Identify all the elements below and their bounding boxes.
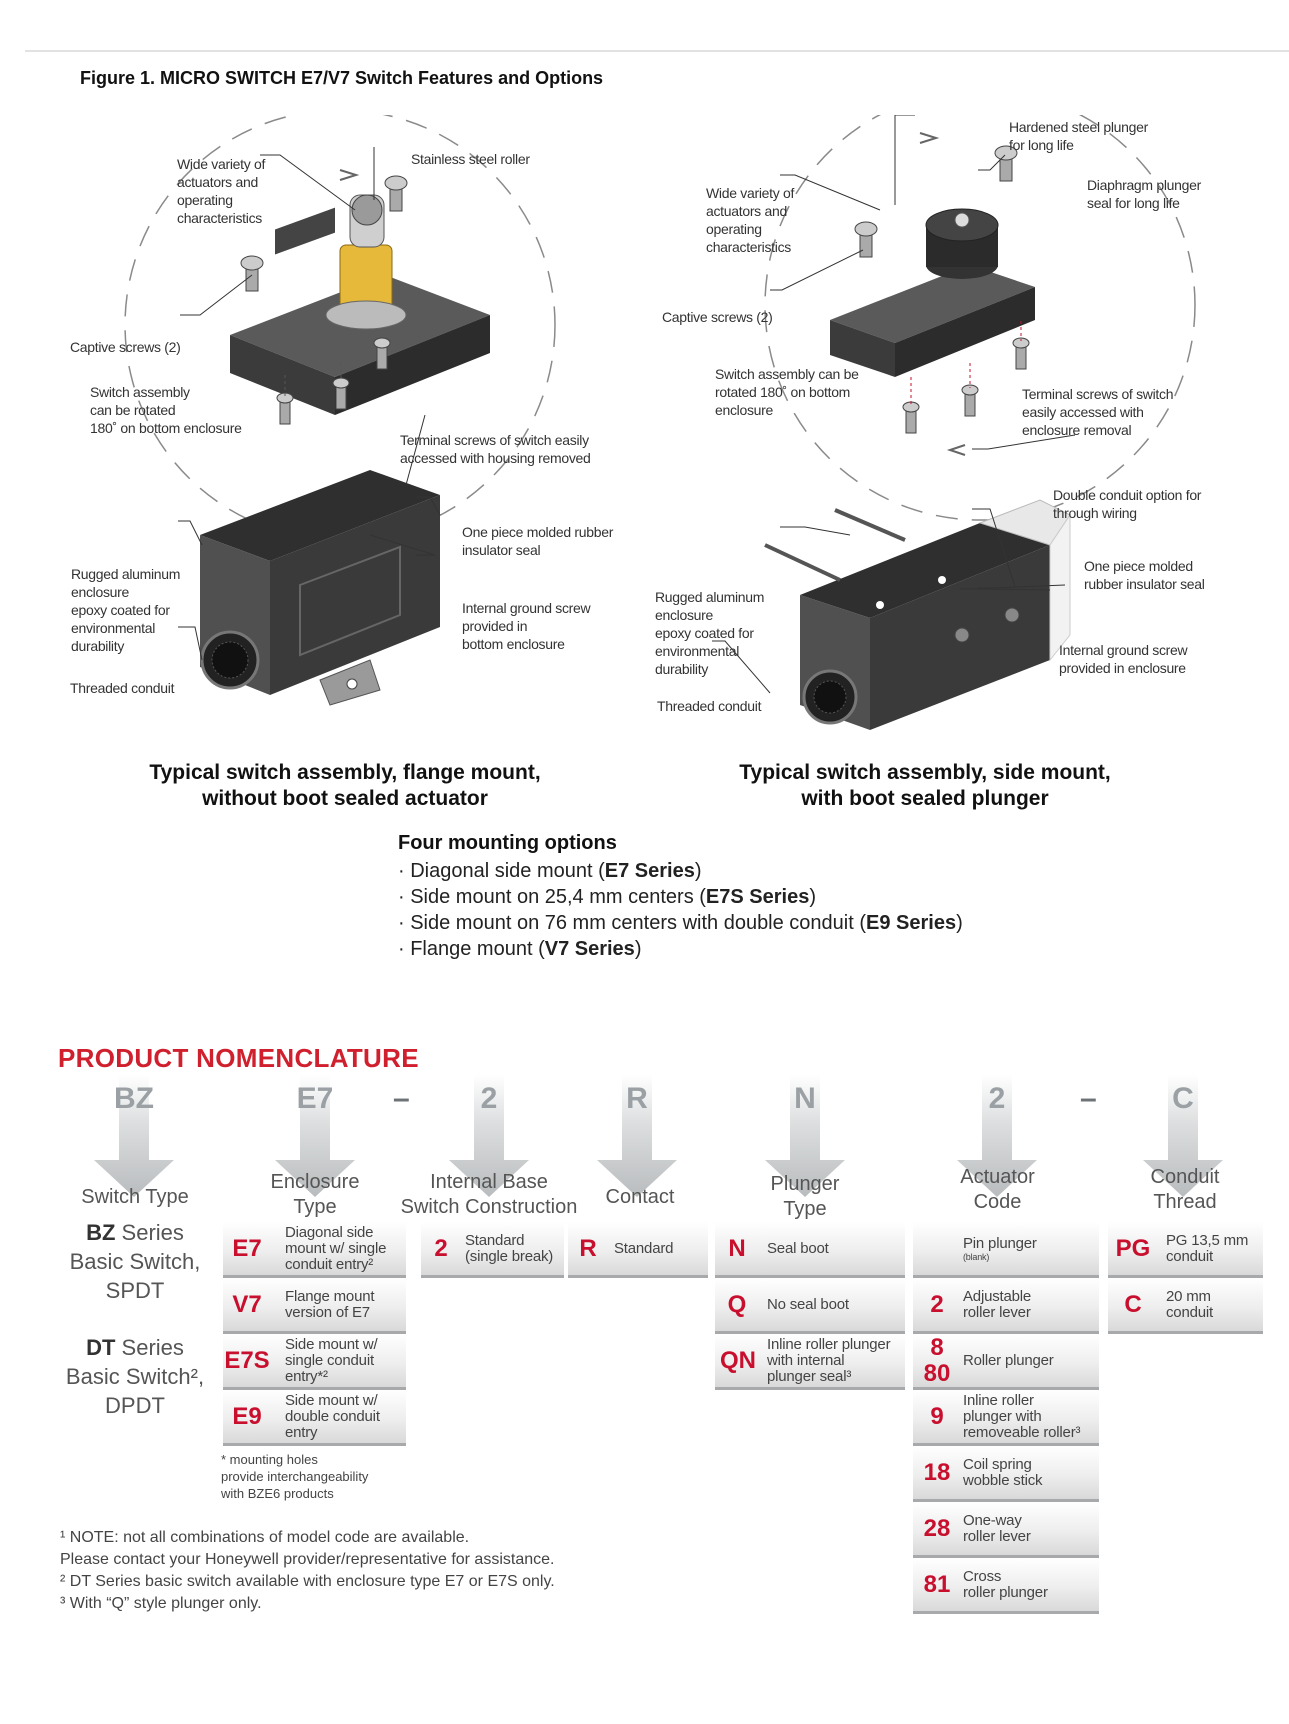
mounting-options-heading: Four mounting options xyxy=(398,832,617,854)
captive-screw-icon xyxy=(241,256,263,291)
header-contact: Contact xyxy=(605,1186,675,1208)
callout-ground-right: Internal ground screw provided in enclosure xyxy=(1059,642,1188,676)
terminal-screw-icon xyxy=(1013,338,1029,369)
callout-rugged-right: Rugged aluminum enclosure epoxy coated for environmental durability xyxy=(655,589,765,677)
switch-type-bz: BZ Series Basic Switch, SPDT xyxy=(69,1220,201,1303)
contact-desc: Standard xyxy=(614,1239,674,1257)
actuator-row-9 xyxy=(913,1390,1099,1446)
callout-seal-left: One piece molded rubber insulator seal xyxy=(462,524,614,558)
ground-screw-icon xyxy=(955,628,969,642)
actuator-desc xyxy=(963,1222,1037,1275)
caption-side-mount: Typical switch assembly, side mount, with boot sealed plunger xyxy=(739,761,1111,810)
header-enclosure: Enclosure Type xyxy=(270,1171,360,1218)
callout-captive-left: Captive screws (2) xyxy=(70,339,181,355)
callout-diaphragm: Diaphragm plunger seal for long life xyxy=(1087,177,1201,211)
base-row xyxy=(421,1222,564,1278)
actuator-code: 81 xyxy=(923,1570,951,1598)
rotation-arrow-icon xyxy=(950,445,965,455)
conduit-thread-icon xyxy=(212,642,248,678)
roller-icon xyxy=(352,195,382,225)
callout-conduit-left: Threaded conduit xyxy=(70,680,175,696)
conduit-desc: PG 13,5 mm conduit xyxy=(1166,1231,1249,1265)
top-divider xyxy=(25,50,1289,52)
callout-terminal-right: Terminal screws of switch easily accessed with enclosure removal xyxy=(1022,386,1174,438)
captive-screw-icon xyxy=(855,222,877,257)
actuator-row-8-80 xyxy=(913,1334,1099,1390)
actuator-code: 18 xyxy=(923,1458,951,1486)
header-conduit: Conduit Thread xyxy=(1150,1166,1220,1213)
plunger-desc: No seal boot xyxy=(767,1295,849,1313)
code-enclosure: E7 xyxy=(296,1082,334,1115)
callout-actuators-left: Wide variety of actuators and operating characteristics xyxy=(177,156,266,226)
plunger-desc: Inline roller plunger with internal plunger seal³ xyxy=(767,1335,891,1385)
mount-hole-icon xyxy=(876,601,884,609)
enclosure-code: E9 xyxy=(232,1402,262,1430)
header-switch-type: Switch Type xyxy=(81,1186,189,1208)
conduit-code: C xyxy=(1124,1290,1142,1318)
mounting-option-item: · Diagonal side mount (E7 Series) xyxy=(398,860,702,882)
actuator-code: 8 80 xyxy=(923,1333,951,1387)
mounting-option-item: · Side mount on 76 mm centers with double conduit (E9 Series) xyxy=(398,912,963,934)
enclosure-row-e9 xyxy=(223,1390,406,1446)
rotation-arrow-icon xyxy=(920,133,936,143)
actuator-desc: Cross roller plunger xyxy=(963,1567,1048,1601)
enclosure-note: * mounting holes provide interchangeability with BZE6 products xyxy=(221,1452,369,1501)
callout-rotated-right: Switch assembly can be rotated 180˚ on bottom enclosure xyxy=(715,366,859,418)
captive-screw-icon xyxy=(385,176,407,211)
callout-roller: Stainless steel roller xyxy=(411,151,530,167)
actuator-desc: Roller plunger xyxy=(963,1351,1054,1369)
enclosure-desc: Diagonal side mount w/ single conduit entry² xyxy=(285,1223,387,1273)
conduit-row-pg xyxy=(1108,1222,1263,1278)
mount-hole-icon xyxy=(938,576,946,584)
enclosure-row-e7 xyxy=(223,1222,406,1278)
base-desc: Standard (single break) xyxy=(465,1231,554,1265)
plunger-row-q xyxy=(715,1278,905,1334)
plunger-tip-icon xyxy=(955,213,969,227)
enclosure-row-v7 xyxy=(223,1278,406,1334)
actuator-desc: Inline roller plunger with removeable roller³ xyxy=(963,1391,1081,1441)
callout-rotated-left: Switch assembly can be rotated 180˚ on bottom enclosure xyxy=(90,384,242,436)
conduit-desc: 20 mm conduit xyxy=(1166,1287,1213,1321)
footnote-3: ³ With “Q” style plunger only. xyxy=(60,1595,262,1612)
actuator-row-2 xyxy=(913,1278,1099,1334)
footnote-1: ¹ NOTE: not all combinations of model code are available. Please contact your Honeywell provider/representative for assistance. xyxy=(60,1529,555,1568)
plunger-code: QN xyxy=(720,1346,756,1374)
code-dash: – xyxy=(393,1082,410,1115)
actuator-desc: Adjustable roller lever xyxy=(963,1287,1032,1321)
enclosure-code: E7S xyxy=(224,1346,270,1374)
actuator-code: 2 xyxy=(930,1290,944,1318)
callout-terminal-left: Terminal screws of switch easily accessed with housing removed xyxy=(400,432,591,466)
code-base: 2 xyxy=(480,1082,498,1115)
callout-conduit-right: Threaded conduit xyxy=(657,698,762,714)
code-switch-type: BZ xyxy=(114,1082,154,1115)
actuator-desc: Coil spring wobble stick xyxy=(963,1455,1043,1489)
rotation-arrow-icon xyxy=(340,170,356,180)
mounting-option-item: · Flange mount (V7 Series) xyxy=(398,938,642,960)
actuator-base-nut xyxy=(326,301,406,329)
contact-row xyxy=(568,1222,708,1278)
plunger-row-n xyxy=(715,1222,905,1278)
code-dash: – xyxy=(1080,1082,1097,1115)
enclosure-desc: Side mount w/ single conduit entry*² xyxy=(285,1335,378,1385)
figure-title: Figure 1. MICRO SWITCH E7/V7 Switch Features and Options xyxy=(80,68,604,88)
header-base: Internal Base Switch Construction xyxy=(400,1171,578,1218)
terminal-screw-icon xyxy=(962,385,978,416)
actuator-code: 9 xyxy=(930,1402,944,1430)
plunger-code: Q xyxy=(727,1290,747,1318)
conduit-row-c xyxy=(1108,1278,1263,1334)
terminal-screw-icon xyxy=(277,393,293,424)
actuator-row-81 xyxy=(913,1558,1099,1614)
enclosure-desc: Side mount w/ double conduit entry xyxy=(285,1391,380,1441)
contact-code: R xyxy=(579,1234,597,1262)
actuator-desc-text: Pin plunger xyxy=(963,1234,1037,1252)
ground-screw-icon xyxy=(1005,608,1019,622)
code-contact: R xyxy=(626,1082,648,1115)
enclosure-desc: Flange mount version of E7 xyxy=(285,1287,375,1321)
conduit-code: PG xyxy=(1115,1234,1151,1262)
callout-double-conduit: Double conduit option for through wiring xyxy=(1053,487,1202,521)
code-conduit: C xyxy=(1172,1082,1194,1115)
actuator-code: 28 xyxy=(923,1514,951,1542)
terminal-screw-icon xyxy=(903,402,919,433)
flange-hole-icon xyxy=(347,679,357,689)
callout-captive-right: Captive screws (2) xyxy=(662,309,773,325)
enclosure-code: E7 xyxy=(232,1234,262,1262)
caption-flange-mount: Typical switch assembly, flange mount, without boot sealed actuator xyxy=(149,761,541,810)
callout-seal-right: One piece molded rubber insulator seal xyxy=(1084,558,1205,592)
nomenclature-title: PRODUCT NOMENCLATURE xyxy=(58,1043,419,1073)
mounting-option-item: · Side mount on 25,4 mm centers (E7S Series) xyxy=(398,886,817,908)
callout-actuators-right: Wide variety of actuators and operating characteristics xyxy=(706,185,795,255)
actuator-code xyxy=(913,1222,961,1275)
switch-type-dt: DT Series Basic Switch², DPDT xyxy=(65,1335,205,1418)
callout-plunger-right: Hardened steel plunger for long life xyxy=(1009,119,1148,153)
actuator-row-28 xyxy=(913,1502,1099,1558)
actuator-row-18 xyxy=(913,1446,1099,1502)
callout-rugged-left: Rugged aluminum enclosure epoxy coated for environmental durability xyxy=(71,566,181,654)
actuator-row-pin xyxy=(913,1222,1099,1278)
plunger-code: N xyxy=(728,1234,746,1262)
base-code: 2 xyxy=(434,1234,448,1262)
conduit-thread-icon xyxy=(814,681,846,713)
header-actuator: Actuator Code xyxy=(960,1166,1035,1213)
switch-label-plate xyxy=(275,208,335,255)
actuator-blank-note: (blank) xyxy=(963,1251,990,1262)
actuator-desc: One-way roller lever xyxy=(963,1511,1031,1545)
through-rod xyxy=(835,510,905,540)
enclosure-row-e7s xyxy=(223,1334,406,1390)
code-actuator: 2 xyxy=(988,1082,1006,1115)
enclosure-code: V7 xyxy=(232,1290,262,1318)
plunger-row-qn xyxy=(715,1334,905,1390)
plunger-desc: Seal boot xyxy=(767,1239,829,1257)
callout-ground-left: Internal ground screw provided in bottom enclosure xyxy=(462,600,591,652)
through-rod xyxy=(765,545,840,580)
footnote-2: ² DT Series basic switch available with enclosure type E7 or E7S only. xyxy=(60,1573,555,1590)
code-plunger: N xyxy=(794,1082,816,1115)
header-plunger: Plunger Type xyxy=(770,1173,840,1220)
